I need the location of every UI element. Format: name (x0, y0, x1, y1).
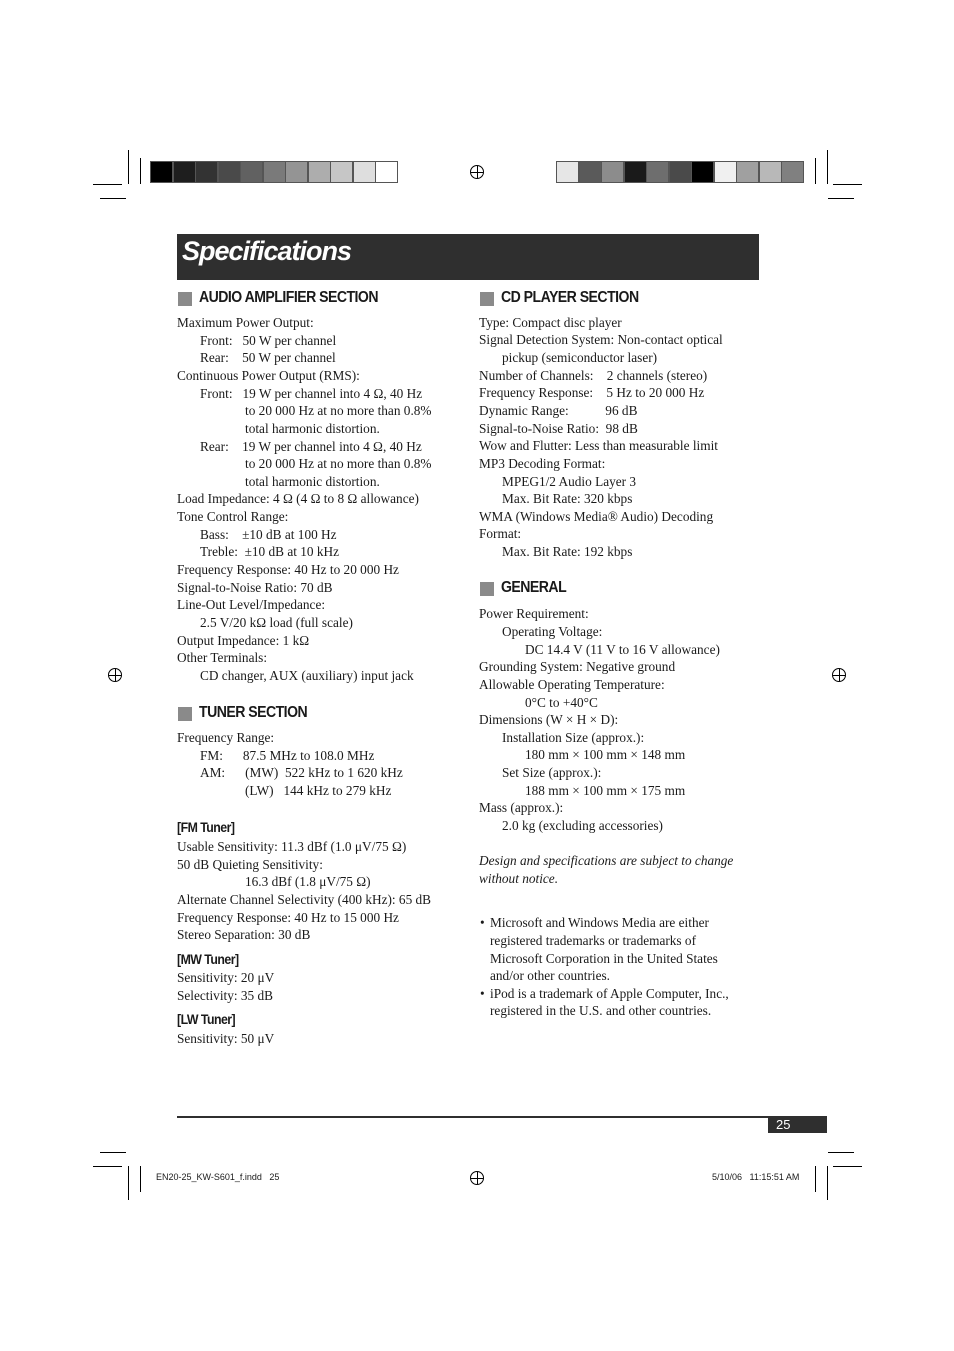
crop-mark (128, 150, 129, 184)
color-swatch (353, 161, 376, 183)
spec-line: total harmonic distortion. (245, 474, 380, 489)
spec-line: Front: 50 W per channel (200, 333, 337, 348)
spec-line: Front: 19 W per channel into 4 Ω, 40 Hz (200, 386, 423, 401)
spec-line: Frequency Range: (177, 730, 275, 745)
spec-line: 50 dB Quieting Sensitivity: (177, 857, 323, 872)
spec-line: Maximum Power Output: (177, 315, 314, 330)
color-swatch (691, 161, 714, 183)
general-heading: GENERAL (501, 579, 567, 596)
crop-mark (93, 1166, 122, 1167)
color-swatch (285, 161, 308, 183)
spec-line: Output Impedance: 1 kΩ (177, 633, 310, 648)
spec-line: Wow and Flutter: Less than measurable limit (479, 438, 718, 453)
spec-line: FM: 87.5 MHz to 108.0 MHz (200, 748, 375, 763)
spec-line: to 20 000 Hz at no more than 0.8% (245, 403, 432, 418)
spec-line: Dynamic Range: 96 dB (479, 403, 638, 418)
bullet-dot: • (480, 986, 485, 1001)
spec-line: Sensitivity: 50 μV (177, 1031, 275, 1046)
crop-mark (140, 158, 141, 184)
trademark-line: Microsoft and Windows Media are either (490, 915, 709, 930)
tuner-heading: TUNER SECTION (199, 704, 308, 721)
spec-line: Number of Channels: 2 channels (stereo) (479, 368, 708, 383)
spec-line: Signal Detection System: Non-contact optical (479, 332, 723, 347)
color-swatch (173, 161, 196, 183)
spec-line: Stereo Separation: 30 dB (177, 927, 311, 942)
spec-line: Operating Voltage: (502, 624, 603, 639)
registration-mark-icon (832, 668, 846, 682)
color-swatch (601, 161, 624, 183)
spec-line: Allowable Operating Temperature: (479, 677, 665, 692)
section-marker (178, 707, 192, 721)
spec-line: Grounding System: Negative ground (479, 659, 676, 674)
spec-line: Other Terminals: (177, 650, 268, 665)
spec-line: Bass: ±10 dB at 100 Hz (200, 527, 337, 542)
color-swatch (218, 161, 241, 183)
color-swatch (669, 161, 692, 183)
crop-mark (833, 184, 862, 185)
registration-mark-icon (470, 165, 484, 179)
spec-line: DC 14.4 V (11 V to 16 V allowance) (525, 642, 720, 657)
spec-line: Frequency Response: 40 Hz to 20 000 Hz (177, 562, 399, 577)
color-swatch (195, 161, 218, 183)
spec-line: 16.3 dBf (1.8 μV/75 Ω) (245, 874, 371, 889)
color-swatch (263, 161, 286, 183)
spec-line: Alternate Channel Selectivity (400 kHz): 65 dB (177, 892, 432, 907)
spec-line: Max. Bit Rate: 320 kbps (502, 491, 633, 506)
crop-mark (100, 198, 126, 199)
cd-player-heading: CD PLAYER SECTION (501, 289, 639, 306)
spec-line: Rear: 19 W per channel into 4 Ω, 40 Hz (200, 439, 422, 454)
color-swatch (579, 161, 602, 183)
trademark-line: registered trademarks or trademarks of (490, 933, 697, 948)
spec-line: Usable Sensitivity: 11.3 dBf (1.0 μV/75 Ω) (177, 839, 407, 854)
color-swatch (308, 161, 331, 183)
trademark-line: Microsoft Corporation in the United States (490, 951, 718, 966)
color-swatch (624, 161, 647, 183)
spec-line: pickup (semiconductor laser) (502, 350, 658, 365)
color-swatch (240, 161, 263, 183)
slug-filename: EN20-25_KW-S601_f.indd 25 (156, 1172, 280, 1182)
spec-line: (LW) 144 kHz to 279 kHz (245, 783, 392, 798)
crop-mark (128, 1166, 129, 1200)
spec-line: Frequency Response: 40 Hz to 15 000 Hz (177, 910, 399, 925)
spec-line: Continuous Power Output (RMS): (177, 368, 360, 383)
notice-line: Design and specifications are subject to change (479, 853, 734, 868)
spec-line: Frequency Response: 5 Hz to 20 000 Hz (479, 385, 705, 400)
trademark-line: and/or other countries. (490, 968, 611, 983)
crop-mark (827, 150, 828, 184)
color-swatch (150, 161, 173, 183)
audio-amplifier-heading: AUDIO AMPLIFIER SECTION (199, 289, 378, 306)
spec-line: Rear: 50 W per channel (200, 350, 336, 365)
page-number: 25 (776, 1117, 791, 1132)
notice-line: without notice. (479, 871, 559, 886)
spec-line: 0°C to +40°C (525, 695, 598, 710)
color-swatch (781, 161, 804, 183)
color-swatch (759, 161, 782, 183)
spec-line: Type: Compact disc player (479, 315, 622, 330)
spec-line: Tone Control Range: (177, 509, 289, 524)
spec-line: CD changer, AUX (auxiliary) input jack (200, 668, 414, 683)
registration-mark-icon (470, 1171, 484, 1185)
spec-line: Power Requirement: (479, 606, 589, 621)
spec-line: Max. Bit Rate: 192 kbps (502, 544, 633, 559)
spec-line: Installation Size (approx.): (502, 730, 645, 745)
spec-line: 180 mm × 100 mm × 148 mm (525, 747, 686, 762)
fm-tuner-heading: [FM Tuner] (177, 819, 235, 835)
crop-mark (833, 1166, 862, 1167)
spec-line: Signal-to-Noise Ratio: 98 dB (479, 421, 638, 436)
spec-line: 188 mm × 100 mm × 175 mm (525, 783, 686, 798)
crop-mark (100, 1152, 126, 1153)
color-swatch (714, 161, 737, 183)
spec-line: Sensitivity: 20 μV (177, 970, 275, 985)
spec-line: Line-Out Level/Impedance: (177, 597, 326, 612)
color-swatch (646, 161, 669, 183)
color-swatch (330, 161, 353, 183)
color-swatch (736, 161, 759, 183)
crop-mark (140, 1166, 141, 1192)
bullet-dot: • (480, 915, 485, 930)
color-swatch (375, 161, 398, 183)
spec-line: MPEG1/2 Audio Layer 3 (502, 474, 637, 489)
trademark-line: registered in the U.S. and other countries. (490, 1003, 712, 1018)
spec-line: Set Size (approx.): (502, 765, 602, 780)
section-marker (480, 292, 494, 306)
crop-mark (815, 1166, 816, 1192)
spec-line: Mass (approx.): (479, 800, 564, 815)
footer-rule (177, 1116, 827, 1118)
spec-line: Format: (479, 526, 522, 541)
spec-line: Load Impedance: 4 Ω (4 Ω to 8 Ω allowance) (177, 491, 419, 506)
spec-line: 2.0 kg (excluding accessories) (502, 818, 663, 833)
section-marker (178, 292, 192, 306)
crop-mark (828, 198, 854, 199)
spec-line: AM: (MW) 522 kHz to 1 620 kHz (200, 765, 403, 780)
spec-line: 2.5 V/20 kΩ load (full scale) (200, 615, 353, 630)
spec-line: Treble: ±10 dB at 10 kHz (200, 544, 340, 559)
spec-line: total harmonic distortion. (245, 421, 380, 436)
spec-line: MP3 Decoding Format: (479, 456, 606, 471)
spec-line: Selectivity: 35 dB (177, 988, 274, 1003)
slug-timestamp: 5/10/06 11:15:51 AM (712, 1172, 800, 1182)
spec-line: Dimensions (W × H × D): (479, 712, 619, 727)
spec-line: WMA (Windows Media® Audio) Decoding (479, 509, 714, 524)
spec-line: to 20 000 Hz at no more than 0.8% (245, 456, 432, 471)
crop-mark (827, 1166, 828, 1200)
trademark-line: iPod is a trademark of Apple Computer, Inc., (490, 986, 729, 1001)
mw-tuner-heading: [MW Tuner] (177, 951, 239, 967)
crop-mark (815, 158, 816, 184)
spec-line: Signal-to-Noise Ratio: 70 dB (177, 580, 333, 595)
registration-mark-icon (108, 668, 122, 682)
section-marker (480, 582, 494, 596)
page-title: Specifications (182, 236, 352, 266)
crop-mark (93, 184, 122, 185)
crop-mark (828, 1152, 854, 1153)
lw-tuner-heading: [LW Tuner] (177, 1011, 236, 1027)
color-swatch (556, 161, 579, 183)
